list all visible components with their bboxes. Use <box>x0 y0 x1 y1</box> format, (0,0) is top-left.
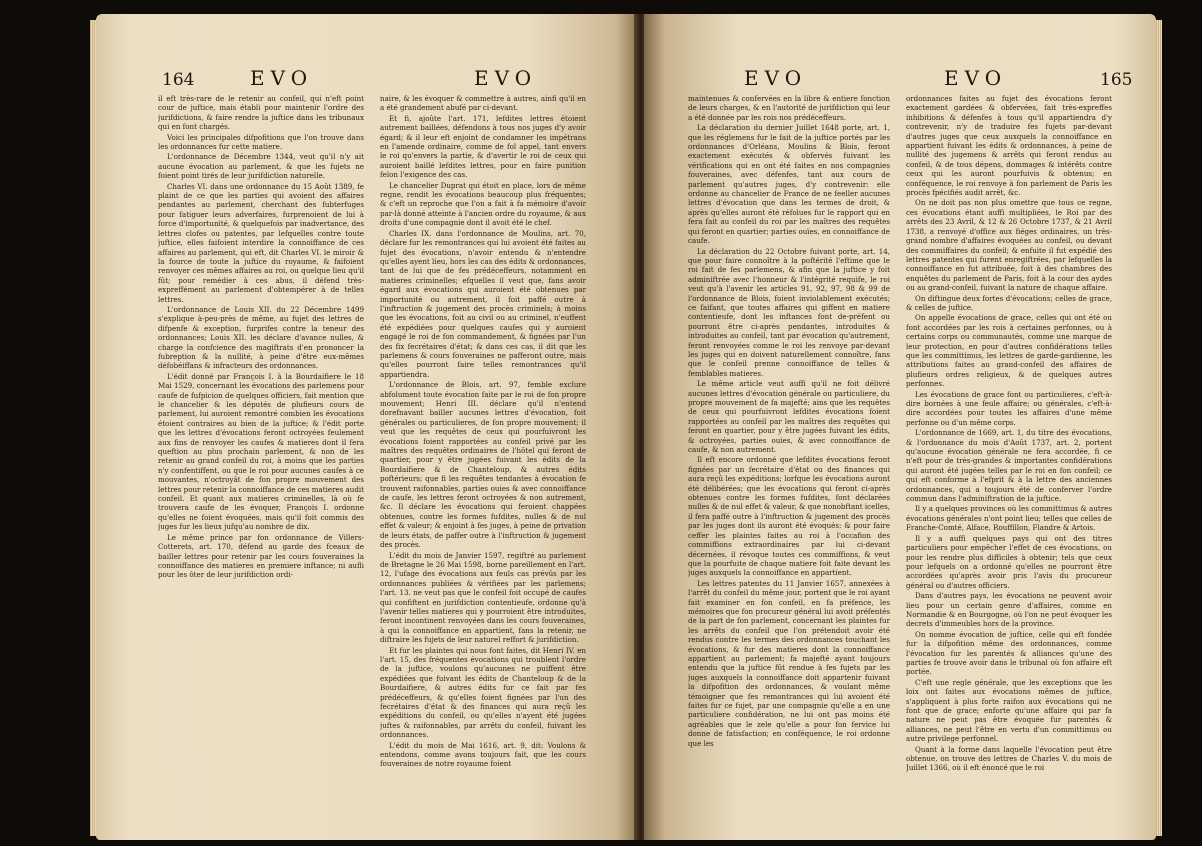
page-number-left: 164 <box>162 70 195 90</box>
paragraph: C'eft une regle générale, que les exceptions que les loix ont faites aux évocations mêmes de juftice, s'appliquent à plus forte raifon aux évocations qui ne font que de grace; enforte qu'une affaire qui par fa nature ne peut pas être évoquée fur parentés & alliances, ne peut l'être en vertu d'un committimus ou autre privilege perfonnel. <box>906 677 1112 744</box>
paragraph: Les évocations de grace font ou particulieres, c'eft-à-dire bornées à une feule affaire; ou générales, c'eft-à-dire accordées pour toutes les affaires d'une même perfonne ou d'un même corps. <box>906 389 1112 427</box>
running-header-right-b: EVO <box>944 66 1008 90</box>
paragraph: maintenues & confervées en la libre & entiere fonction de leurs charges, & en l'autorité de jurifdiction qui leur a été donnée par les rois nos prédéceffeurs. <box>688 94 890 122</box>
paragraph: Le même prince par fon ordonnance de Villers-Cotterets, art. 170, défend au garde des fceaux de bailler lettres pour retenir par les cours fouveraines la connoiffance des matieres en premiere inftance; ni aufli pour les ôter de leur jurifdiction ordi- <box>158 532 364 580</box>
paragraph: Le même article veut auffi qu'il ne foit délivré aucunes lettres d'évocation générale ou particuliere, du propre mouvement de fa majefté; ains que les requêtes de ceux qui pourfuivront lefdites évocations foient rapportées au confeil par les maîtres des requêtes qui feront en quartier, pour y être jugées fuivant les édits, & octroyées, parties ouies, & avec connoiffance de caufe, & non autrement. <box>688 379 890 455</box>
paragraph: L'édit du mois de Mai 1616, art. 9, dit: Voulons & entendons, comme avons toujours fait, que les cours fouveraines de notre royaume foient <box>380 740 586 769</box>
text-column-4 <box>906 94 1112 806</box>
paragraph: La déclaration du 22 Octobre fuivant porte, art. 14, que pour faire connoître à la poftérité l'eftime que le roi fait de fes parlemens, & afin que la juftice y foit adminiftrée avec l'honneur & l'intégrité requife, le roi veut qu'à l'avenir les articles 91, 92, 97, 98 & 99 de l'ordonnance de Blois, foient inviolablement exécutés; ce faifant, que toutes affaires qui giffent en matiere contentieufe, dont les inftances font de-préfent ou pourront être ci-après pendantes, introduites & introduites au confeil, tant par évocation qu'autrement, feront renvoyées comme le roi les renvoye par-devant les juges qui en doivent naturellement connoître, fans que le confeil prenne connoiffance de telles & femblables matieres. <box>688 246 890 378</box>
paragraph: Voici les principales difpofitions que l'on trouve dans les ordonnances fur cette matiere. <box>158 132 364 152</box>
paragraph: Charles VI. dans une ordonnance du 15 Août 1389, fe plaint de ce que les parties qui avoient des affaires pendantes au parlement, cherchant des fubterfuges pour fatiguer leurs adverfaires, furprenoient de lui à force d'importunité, & quelquefois par inadvertance, des lettres clofes ou patentes, par lefquelles contre toute juftice, elles faifoient interdire la connoiffance de ces affaires au parlement, qui eft, dit Charles VI. le miroir & la fource de toute la juftice du royaume, & faifoient renvoyer ces mêmes affaires au roi, ou quelque lieu qu'il fût; pour remédier à ces abus, il défend très-expreffément au parlement d'obtempérer à de telles lettres. <box>158 181 364 304</box>
page-number-right: 165 <box>1100 70 1133 90</box>
column-4-paragraphs <box>906 94 1112 773</box>
paragraph: L'ordonnance de Décembre 1344, veut qu'il n'y ait aucune évocation au parlement, & que les fujets ne foient point tirés de leur jurifdiction naturelle. <box>158 152 364 181</box>
right-page <box>644 14 1156 840</box>
paragraph: L'édit donné par François I. à la Bourdaifiere le 18 Mai 1529, concernant les évocations des parlemens pour caufe de fufpicion de quelques officiers, fait mention que le chancelier & les députés de plufieurs cours de parlement, lui auroient remontré combien les évocations étoient contraires au bien de la juftice; & l'édit porte que les lettres d'évocations feront octroyées feulement aux fins de renvoyer les caufes & matieres dont il fera queftion au plus prochain parlement, & non de les retenir au grand confeil du roi, à moins que les parties n'y confentiffent, ou que le roi pour aucunes caufes à ce mouvantes, n'octroyât de fon propre mouvement des lettres pour retenir la connoiffance de ces matieres audit confeil. Et quant aux matieres criminelles, là où fe trouvera caufe de les évoquer, François I. ordonne qu'elles ne foient évoquées, mais qu'il foit commis des juges fur les lieux jufqu'au nombre de dix. <box>158 371 364 532</box>
paragraph: ordonnances faites au fujet des évocations feront exactement gardées & obfervées, fait très-expreffes inhibitions & défenfes à tous qu'il appartiendra d'y contrevenir, n'y de traduire fes fujets par-devant d'autres juges que ceux auxquels la connoiffance en appartient fuivant les édits & ordonnances, à peine de nullité des jugemens & arrêts qui feront rendus au confeil, & de tous dépens, dommages & intérêts contre ceux qui les auront pourfuivis & obtenus; en conféquence, le roi renvoye à fon parlement de Paris les procès fpécifiés audit arrêt, &c. <box>906 94 1112 198</box>
paragraph: Il eft encore ordonné que lefdites évocations feront fignées par un fecrétaire d'état ou des finances qui aura reçû les expéditions; lorfque les évocations auront été délibérées; que les évocations qui feront ci-après obtenues contre les formes fufdites, font déclarées nulles & de nul effet & valeur, & que nonobftant icelles, il fera paffé outre à l'inftruction & jugement des procès par les juges dont ils auront été évoqués: & pour faire ceffer les plaintes faites au roi à l'occafion des commiffions extraordinaires par lui ci-devant décernées, il révoque toutes ces commiffions, & veut que la pourfuite de chaque matiere foit faite devant les juges auxquels la connoiffance en appartient. <box>688 455 890 578</box>
paragraph: Il y a quelques provinces où les committimus & autres évocations générales n'ont point lieu; telles que celles de Franche-Comté, Alface, Rouffillon, Flandre & Artois. <box>906 504 1112 533</box>
text-column-3 <box>688 94 890 806</box>
paragraph: Et fur les plaintes qui nous font faites, dit Henri IV. en l'art. 15, des fréquentes évocations qui troublent l'ordre de la juftice, voulons qu'aucunes ne puiffent être expédiées que fuivant les édits de Chanteloup & de la Bourdaifiere, & autres édits fur ce fait par fes prédéceffeurs, & qu'elles foient fignées par l'un des fecrétaires d'état & des finances qui aura reçû les expéditions du confeil, ou qu'elles n'ayent été jugées juftes & raifonnables, par arrêts du confeil, fuivant les ordonnances. <box>380 645 586 740</box>
column-3-paragraphs <box>688 94 890 748</box>
paragraph: Il y a auffi quelques pays qui ont des titres particuliers pour empêcher l'effet de ces évocations, ou pour les rendre plus difficiles à obtenir; tels que ceux pour lefquels on a ordonné qu'elles ne pourront être accordées qu'après avoir pris l'avis du procureur général ou d'autres officiers. <box>906 533 1112 590</box>
paragraph: On diftingue deux fortes d'évocations; celles de grace, & celles de juftice. <box>906 293 1112 312</box>
running-header-left-b: EVO <box>474 66 538 90</box>
paragraph: Charles IX. dans l'ordonnance de Moulins, art. 70, déclare fur les remontrances qui lui avoient été faites au fujet des évocations, n'avoir entendu & n'entendre qu'elles ayent lieu, hors les cas des édits & ordonnances, tant de lui que de fes prédéceffeurs, notamment en matieres criminelles; efquelles il veut que, fans avoir égard aux évocations qui auroient été obtenues par importunité ou autrement, il foit paffé outre à l'inftruction & jugement des procès criminels; à moins que les évocations, foit au civil ou au criminel, n'euffent été expédiées pour quelques caufes qui y auroient engagé le roi de fon commandement, & fignées par l'un des fix fecrétaires d'état; & dans ces cas, il dit que les parlemens & cours fouveraines ne pafferont outre, mais qu'elles pourront faire telles remontrances qu'il appartiendra. <box>380 228 586 379</box>
paragraph: L'ordonnance de Blois, art. 97, femble exclure abfolument toute évocation faite par le roi de fon propre mouvement; Henri III. déclare qu'il n'entend dorefnavant bailler aucunes lettres d'évocation, foit générales ou particulieres, de fon propre mouvement; il veut que les requêtes de ceux qui pourfuivront les évocations foient rapportées au confeil privé par les maîtres des requêtes ordinaires de l'hôtel qui feront de quartier, pour y être jugées fuivant les édits de la Bourdaifiere & de Chanteloup, & autres édits poftérieurs; que fi les requêtes tendantes à évocation fe trouvent raifonnables, parties ouies & avec connoiffance de caufe, les lettres feront octroyées & non autrement, &c. Il déclare les évocations qui feroient chappées obtenues, contre les formes fufdites, nulles & de nul effet & valeur; & enjoint à fes juges, à peine de privation de leurs états, de paffer outre à l'inftruction & jugement des procès. <box>380 380 586 550</box>
paragraph: On appelle évocations de grace, celles qui ont été ou font accordées par les rois à certaines perfonnes, ou à certains corps ou communautés, comme une marque de leur protection, en pour d'autres confidérations telles que les committimus, les lettres de garde-gardienne, les attributions faites au grand-confeil des affaires de plufieurs ordres religieux, & de quelques autres perfonnes. <box>906 313 1112 389</box>
column-1-paragraphs <box>158 94 364 580</box>
paragraph: Et fi, ajoûte l'art. 171, lefdites lettres étoient autrement baillées, défendons à tous nos juges d'y avoir égard; & il leur eft enjoint de condamner les impétrans en l'amende ordinaire, comme de fol appel, tant envers le roi qu'envers la partie, & d'avertir le roi de ceux qui auroient baillé lefdites lettres, pour en faire punition felon l'exigence des cas. <box>380 113 586 180</box>
paragraph: L'édit du mois de Janvier 1597, regiftré au parlement de Bretagne le 26 Mai 1598, borne pareillement en l'art. 12, l'ufage des évocations aux feuls cas prévûs par les ordonnances publiées & vérifiées par les parlemens; l'art. 13. ne veut pas que le confeil foit occupé de caufes qui confiftent en jurifdiction contentieufe, ordonne qu'à l'avenir telles matieres qui y pourroient être introduites, feront incontinent renvoyées dans les cours fouveraines, à qui la connoiffance en appartient, fans la retenir, ne diftraire les fujets de leur naturel reffort & jurifdiction. <box>380 550 586 645</box>
paragraph: Dans d'autres pays, les évocations ne peuvent avoir lieu pour un certain genre d'affaires, comme en Normandie & en Bourgogne, où l'on ne peut évoquer les decrets d'immeubles hors de la province. <box>906 591 1112 629</box>
column-2-paragraphs <box>380 94 586 769</box>
paragraph: il eft très-rare de le retenir au confeil, qui n'eft point cour de juftice, mais établi pour maintenir l'ordre des jurifdictions, & faire rendre la juftice dans les tribunaux qui en font chargés. <box>158 94 364 132</box>
paragraph: L'ordonnance de Louis XII. du 22 Décembre 1499 s'explique à-peu-près de même, au fujet des lettres de difpenfe & exception, furprifes contre la teneur des ordonnances; Louis XII. les déclare d'avance nulles, & charge la confcience des magiftrats d'en prononcer la fubreption & la nullité, à peine d'être eux-mêmes défobéiffans & infracteurs des ordonnances. <box>158 304 364 371</box>
paragraph: naire, & les évoquer & commettre à autres, ainfi qu'il en a été grandement abufé par ci-devant. <box>380 94 586 113</box>
paragraph: Le chancelier Duprat qui étoit en place, lors de même regne, rendit les évocations beaucoup plus fréquentes; & c'eft un reproche que l'on a fait à fa mémoire d'avoir par-là donné atteinte à l'ancien ordre du royaume, & aux droits d'une compagnie dont il avoit été le chef. <box>380 180 586 228</box>
paragraph: On ne doit pas non plus omettre que tous ce regne, ces évocations étant auffi multipliées, le Roi par des arrêts des 23 Avril, & 12 & 26 Octobre 1737, & 21 Avril 1738, a renvoyé d'office aux fiéges ordinaires, un très-grand nombre d'affaires évoquées au confeil, ou devant des commiffaires du confeil; & enfuite il fut expédié des lettres patentes qui furent enregiftrées, par lefquelles la connoiffance en fut attribuée, foit à des chambres des enquêtes du parlement de Paris, foit à la cour des aydes ou au grand-confeil, fuivant la nature de chaque affaire. <box>906 198 1112 293</box>
text-column-2 <box>380 94 586 806</box>
running-header-right-a: EVO <box>744 66 808 90</box>
left-page <box>96 14 638 840</box>
paragraph: L'ordonnance de 1669, art. 1, du titre des évocations, & l'ordonnance du mois d'Août 1737, art. 2, portent qu'aucune évocation générale ne fera accordée, fi ce n'eft pour de très-grandes & importantes confidérations qui auront été jugées telles par le roi en fon confeil; ce qui eft conforme à l'efprit & à la lettre des anciennes ordonnances, qui a toujours été de conferver l'ordre commun dans l'adminiftration de la juftice. <box>906 428 1112 504</box>
paragraph: Les lettres patentes du 11 Janvier 1657, annexées à l'arrêt du confeil du même jour, portent que le roi ayant fait examiner en fon confeil, en fa préfence, les mémoires que fon procureur général lui avoit préfentés de la part de fon parlement, concernant les plaintes fur les arrêts du confeil que l'on prétendoit avoir été rendus contre les termes des ordonnances touchant les évocations, & fur des matieres dont la connoiffance appartient au parlement; fa majefté ayant toujours entendu que la juftice fût rendue à fes fujets par les juges auxquels la connoiffance doit appartenir fuivant la difpofition des ordonnances, & voulant même témoigner que fes remontrances qui lui avoient été faites fur ce fujet, par une compagnie qu'elle a en une particuliere confidération, ne lui ont pas moins été agréables que le zele qu'elle a pour fon fervice lui donne de fatisfaction; en conféquence, le roi ordonne que les <box>688 578 890 748</box>
paragraph: On nomme évocation de juftice, celle qui eft fondée fur la difpofition même des ordonnances, comme l'évocation fur les parentés & alliances qu'une des parties fe trouve avoir dans le tribunal où fon affaire eft portée. <box>906 629 1112 677</box>
running-header-left-a: EVO <box>250 66 314 90</box>
text-column-1 <box>158 94 364 806</box>
paragraph: La déclaration du dernier Juillet 1648 porte, art. 1, que les réglemens fur le fait de la juftice portés par les ordonnances d'Orléans, Moulins & Blois, feront exactement exécutés & obfervés fuivant les vérifications qui en ont été faites en nos compagnies fouveraines, avec défenfes, tant aux cours de parlement qu'autres juges, d'y contrevenir: elle ordonne au chancelier de France de ne feeller aucunes lettres d'évocation que dans les termes de droit, & après qu'elles auront été réfolues fur le rapport qui en fera fait au confeil du roi par les maîtres des requêtes qui feront en quartier; parties ouïes, en connoiffance de caufe. <box>688 123 890 246</box>
paragraph: Quant à la forme dans laquelle l'évocation peut être obtenue, on trouve des lettres de Charles V. du mois de Juillet 1366, où il eft énoncé que le roi <box>906 744 1112 773</box>
open-book <box>48 14 1156 840</box>
